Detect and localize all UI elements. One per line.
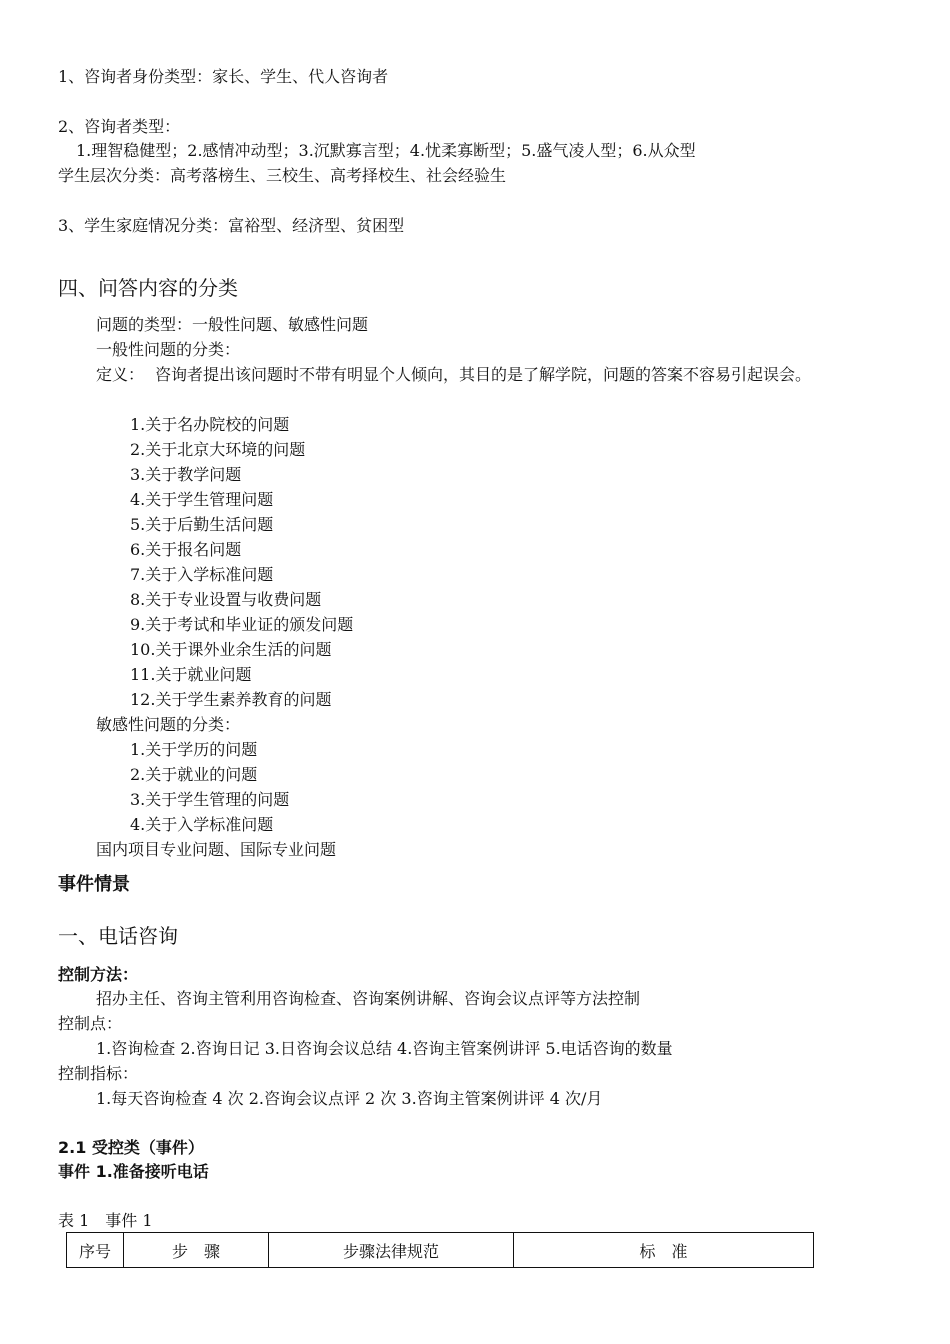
consultant-types-heading: 2、咨询者类型： [58, 117, 181, 136]
list-item: 1.关于学历的问题 [130, 740, 258, 759]
event-1-title: 事件 1.准备接听电话 [58, 1162, 209, 1181]
identity-types: 1、咨询者身份类型：家长、学生、代人咨询者 [58, 67, 389, 86]
definition-label: 定义： [96, 365, 145, 384]
list-item: 3.关于教学问题 [130, 465, 242, 484]
definition-text: 咨询者提出该问题时不带有明显个人倾向，其目的是了解学院，问题的答案不容易引起误会。 [155, 365, 812, 384]
list-item: 4.关于学生管理问题 [130, 490, 274, 509]
list-item: 1.关于名办院校的问题 [130, 415, 290, 434]
consultant-types-list: 1.理智稳健型；2.感情冲动型；3.沉默寡言型；4.忧柔寡断型；5.盛气凌人型；6.从众型 [76, 141, 696, 160]
general-questions-title: 一般性问题的分类： [96, 340, 241, 359]
control-method-text: 招办主任、咨询主管利用咨询检查、咨询案例讲解、咨询会议点评等方法控制 [96, 989, 641, 1008]
list-item: 11.关于就业问题 [130, 665, 252, 684]
list-item: 9.关于考试和毕业证的颁发问题 [130, 615, 354, 634]
question-types: 问题的类型：一般性问题、敏感性问题 [96, 315, 369, 334]
list-item: 12.关于学生素养教育的问题 [130, 690, 332, 709]
domestic-international-questions: 国内项目专业问题、国际专业问题 [96, 840, 337, 859]
list-item: 5.关于后勤生活问题 [130, 515, 274, 534]
header-cell-index: 序号 [67, 1233, 124, 1268]
list-item: 4.关于入学标准问题 [130, 815, 274, 834]
section-four-title: 四、问答内容的分类 [58, 276, 238, 300]
list-item: 6.关于报名问题 [130, 540, 242, 559]
list-item: 2.关于北京大环境的问题 [130, 440, 306, 459]
table-header-row [67, 1233, 814, 1268]
list-item: 10.关于课外业余生活的问题 [130, 640, 332, 659]
header-cell-legal-norm: 步骤法律规范 [269, 1233, 514, 1268]
subsection-2-1: 2.1 受控类（事件） [58, 1138, 204, 1157]
control-point-label: 控制点： [58, 1014, 123, 1033]
event-table [66, 1232, 814, 1268]
section-one-title: 一、电话咨询 [58, 924, 178, 948]
control-index-label: 控制指标： [58, 1064, 139, 1083]
list-item: 7.关于入学标准问题 [130, 565, 274, 584]
event-scene-heading: 事件情景 [58, 874, 130, 895]
list-item: 2.关于就业的问题 [130, 765, 258, 784]
header-cell-standard: 标 准 [514, 1233, 814, 1268]
control-method-label: 控制方法： [58, 965, 139, 984]
control-point-text: 1.咨询检查 2.咨询日记 3.日咨询会议总结 4.咨询主管案例讲评 5.电话咨询的数量 [96, 1039, 673, 1058]
header-cell-step: 步 骤 [124, 1233, 269, 1268]
family-types: 3、学生家庭情况分类：富裕型、经济型、贫困型 [58, 216, 405, 235]
control-index-text: 1.每天咨询检查 4 次 2.咨询会议点评 2 次 3.咨询主管案例讲评 4 次/月 [96, 1089, 603, 1108]
sensitive-questions-title: 敏感性问题的分类： [96, 715, 241, 734]
student-level-types: 学生层次分类：高考落榜生、三校生、高考择校生、社会经验生 [58, 166, 507, 185]
list-item: 8.关于专业设置与收费问题 [130, 590, 322, 609]
table-caption: 表 1 事件 1 [58, 1211, 153, 1230]
list-item: 3.关于学生管理的问题 [130, 790, 290, 809]
